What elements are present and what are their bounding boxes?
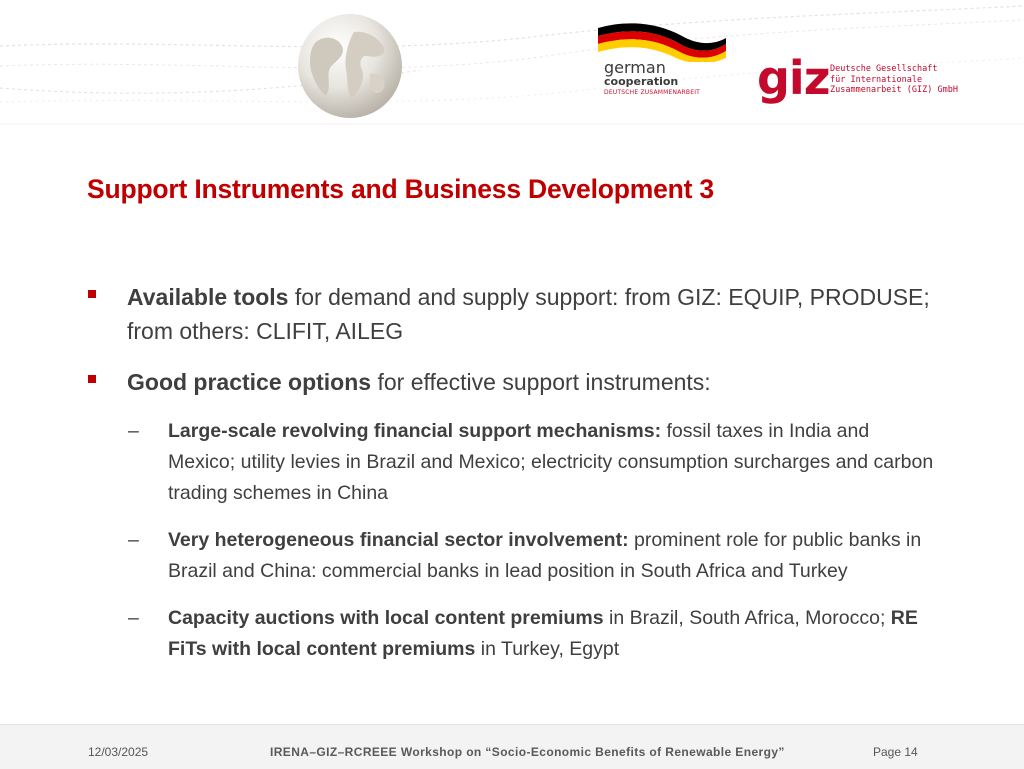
footer-event-title: IRENA–GIZ–RCREEE Workshop on “Socio-Economic Benefits of Renewable Energy” (270, 745, 785, 759)
german-cooperation-logo (596, 18, 730, 102)
sub-bullet-financial-sector: – Very heterogeneous financial sector involvement: prominent role for public banks in Brazil and China: commercial banks in lead position in South Africa and Turkey (88, 525, 938, 587)
bullet-list (88, 280, 938, 681)
square-bullet-icon (88, 290, 96, 298)
slide-title: Support Instruments and Business Development 3 (87, 174, 714, 204)
giz-logo (757, 51, 958, 108)
sub-bullet-capacity-auctions: – Capacity auctions with local content premiums in Brazil, South Africa, Morocco; RE FiTs with local content premiums in Turkey, Egypt (88, 603, 938, 665)
giz-wordmark: giz (757, 51, 830, 105)
partner-logo-line2: cooperation (604, 75, 679, 88)
partner-logo-line3: DEUTSCHE ZUSAMMENARBEIT (604, 89, 701, 96)
footer-date: 12/03/2025 (88, 745, 149, 759)
sub-bullet-revolving-mechanisms: – Large-scale revolving financial support mechanisms: fossil taxes in India and Mexico; utility levies in Brazil and Mexico; electricity consumption surcharges and carbon trading schemes in China (88, 416, 938, 509)
slide-footer (0, 724, 1024, 769)
partner-logo-line1: german (604, 58, 666, 77)
german-flag-wave (596, 18, 730, 62)
square-bullet-icon (88, 375, 96, 383)
bullet-available-tools: Available tools for demand and supply support: from GIZ: EQUIP, PRODUSE; from others: CLIFIT, AILEG (88, 280, 938, 348)
dash-bullet-icon: – (128, 420, 139, 442)
giz-organization-name: Deutsche Gesellschaft für Internationale Zusammenarbeit (GIZ) GmbH (830, 64, 958, 95)
dash-bullet-icon: – (128, 607, 139, 629)
dash-bullet-icon: – (128, 529, 139, 551)
bullet-good-practice: Good practice options for effective support instruments: (88, 365, 938, 399)
page-number: Page 14 (873, 745, 918, 759)
globe-image (296, 12, 404, 120)
